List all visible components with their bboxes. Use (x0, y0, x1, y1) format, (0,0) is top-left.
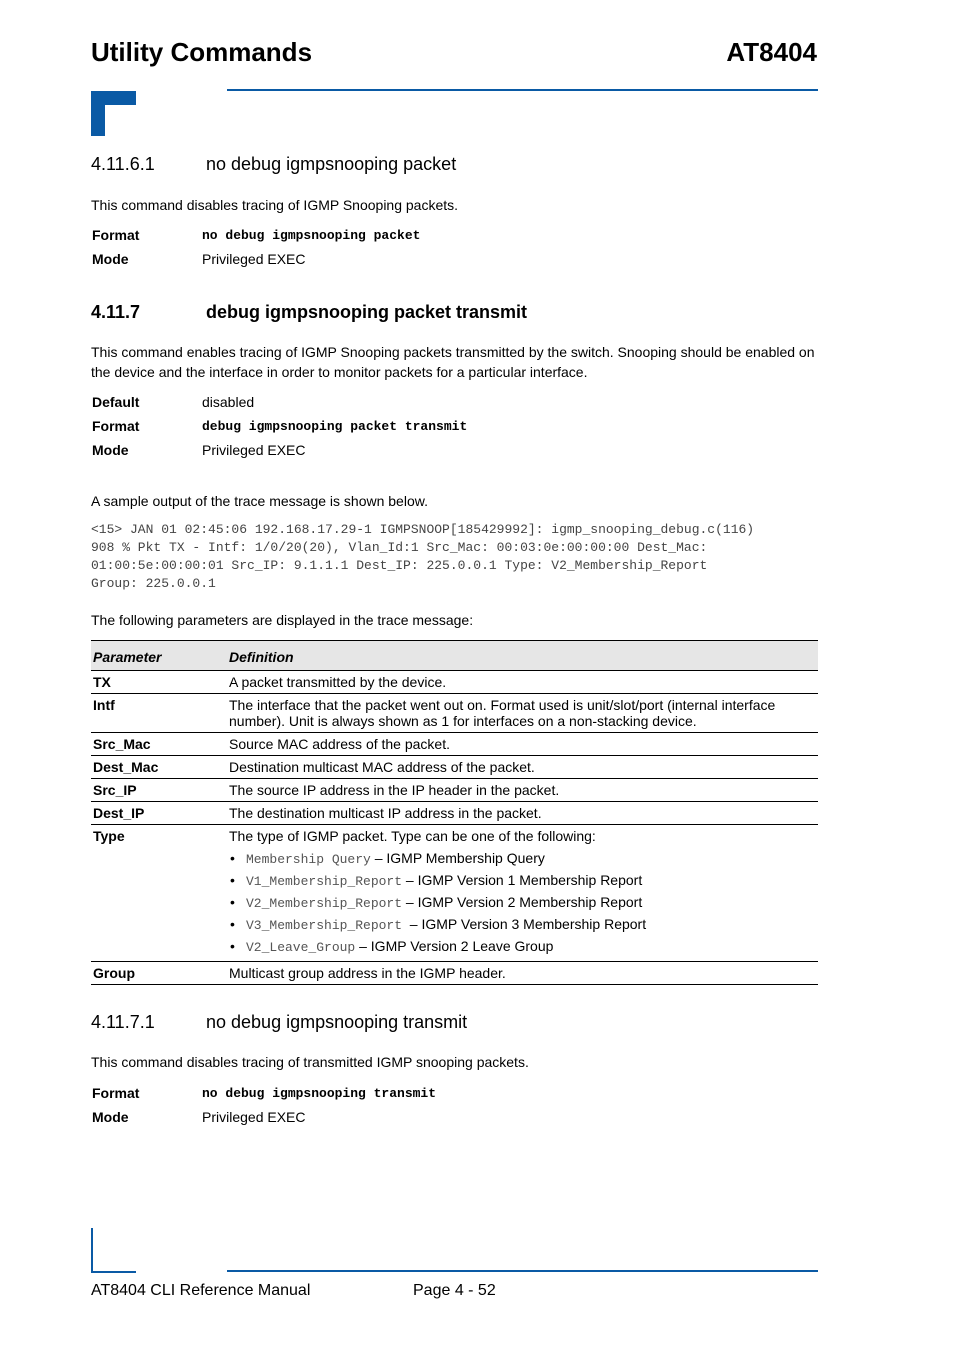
section-heading-4-11-6-1 (91, 153, 791, 175)
table-row (91, 779, 818, 802)
type-description: – IGMP Membership Query (370, 850, 545, 866)
format-label: Format (92, 1085, 140, 1101)
mode-value: Privileged EXEC (202, 1109, 306, 1125)
section-title: debug igmpsnooping packet transmit (206, 302, 528, 322)
list-item (229, 848, 816, 870)
type-code: V2_Membership_Report (246, 896, 403, 911)
type-code: V3_Membership_Report (246, 918, 403, 933)
parameters-table (91, 640, 818, 985)
type-code: Membership Query (246, 852, 371, 867)
header-rule (227, 89, 818, 91)
section-number: 4.11.6.1 (91, 154, 155, 174)
section-number: 4.11.7 (91, 302, 141, 322)
param-definition (227, 825, 818, 962)
section-title: no debug igmpsnooping transmit (206, 1012, 468, 1032)
footer-rule (227, 1270, 818, 1272)
section-description: This command disables tracing of IGMP Snooping packets. (91, 197, 459, 213)
default-label: Default (92, 394, 140, 410)
param-name: Dest_Mac (91, 756, 227, 779)
list-item (229, 936, 816, 958)
params-intro: The following parameters are displayed in the trace message: (91, 612, 474, 628)
column-header-parameter: Parameter (91, 641, 227, 671)
table-row (91, 694, 818, 733)
param-name: TX (91, 671, 227, 694)
section-number: 4.11.7.1 (91, 1012, 155, 1032)
footer-page-number: Page 4 - 52 (413, 1282, 496, 1299)
header-product: AT8404 (726, 37, 817, 67)
table-row (91, 756, 818, 779)
format-value: no debug igmpsnooping transmit (202, 1086, 437, 1101)
param-name: Src_Mac (91, 733, 227, 756)
section-heading-4-11-7 (91, 301, 791, 323)
default-value: disabled (202, 394, 255, 410)
header-title: Utility Commands (91, 37, 313, 67)
param-definition: The destination multicast IP address in the packet. (227, 802, 818, 825)
mode-label: Mode (92, 251, 129, 267)
corner-mark-top-horizontal (91, 91, 136, 105)
param-name: Dest_IP (91, 802, 227, 825)
table-row (91, 733, 818, 756)
footer-manual-title: AT8404 CLI Reference Manual (91, 1282, 311, 1299)
table-row (91, 671, 818, 694)
mode-label: Mode (92, 442, 129, 458)
param-definition: Destination multicast MAC address of the packet. (227, 756, 818, 779)
param-definition: A packet transmitted by the device. (227, 671, 818, 694)
corner-mark-bottom (91, 1228, 93, 1273)
section-title: no debug igmpsnooping packet (206, 154, 457, 174)
param-name: Intf (91, 694, 227, 733)
mode-label: Mode (92, 1109, 129, 1125)
param-definition: Source MAC address of the packet. (227, 733, 818, 756)
type-description: – IGMP Version 3 Membership Report (402, 916, 647, 932)
list-item (229, 914, 816, 936)
type-code: V2_Leave_Group (246, 940, 356, 955)
list-item (229, 870, 816, 892)
type-description: – IGMP Version 2 Membership Report (402, 894, 643, 910)
format-value: no debug igmpsnooping packet (202, 228, 421, 243)
list-item (229, 892, 816, 914)
param-definition: Multicast group address in the IGMP header. (227, 962, 818, 985)
type-description: – IGMP Version 2 Leave Group (355, 938, 554, 954)
param-name: Src_IP (91, 779, 227, 802)
sample-output: <15> JAN 01 02:45:06 192.168.17.29-1 IGMPSNOOP[185429992]: igmp_snooping_debug.c(116) 908 % Pkt TX - Intf: 1/0/20(20), Vlan_Id:1 Src_Mac: 00:03:0e:00:00:00 Dest_Mac: 01:00:5e:00:00:01 Src_IP: 9.1.1.1 Dest_IP: 225.0.0.1 Type: V2_Membership_Report Group: 225.0.0.1 (91, 522, 755, 591)
param-name: Group (91, 962, 227, 985)
table-row-type (91, 825, 818, 962)
table-row (91, 962, 818, 985)
mode-value: Privileged EXEC (202, 442, 306, 458)
param-definition: The interface that the packet went out on. Format used is unit/slot/port (internal interface number). Unit is always shown as 1 for interfaces on a non-stacking device. (227, 694, 818, 733)
type-definition-text: The type of IGMP packet. Type can be one of the following: (229, 828, 596, 844)
section-description: This command enables tracing of IGMP Snooping packets transmitted by the switch. Snooping should be enabled on the device and the interface in order to monitor packets for a particular interface. (91, 344, 815, 380)
section-description: This command disables tracing of transmitted IGMP snooping packets. (91, 1054, 529, 1070)
param-definition: The source IP address in the IP header in the packet. (227, 779, 818, 802)
table-header-row (91, 641, 818, 671)
table-row (91, 802, 818, 825)
format-label: Format (92, 227, 140, 243)
corner-mark-bottom-horizontal (91, 1271, 136, 1273)
format-value: debug igmpsnooping packet transmit (202, 419, 468, 434)
section-heading-4-11-7-1 (91, 1011, 791, 1033)
mode-value: Privileged EXEC (202, 251, 306, 267)
sample-intro: A sample output of the trace message is shown below. (91, 493, 428, 509)
column-header-definition: Definition (227, 641, 818, 671)
type-description: – IGMP Version 1 Membership Report (402, 872, 643, 888)
format-label: Format (92, 418, 140, 434)
type-list (229, 848, 816, 958)
param-name: Type (91, 825, 227, 962)
type-code: V1_Membership_Report (246, 874, 403, 889)
